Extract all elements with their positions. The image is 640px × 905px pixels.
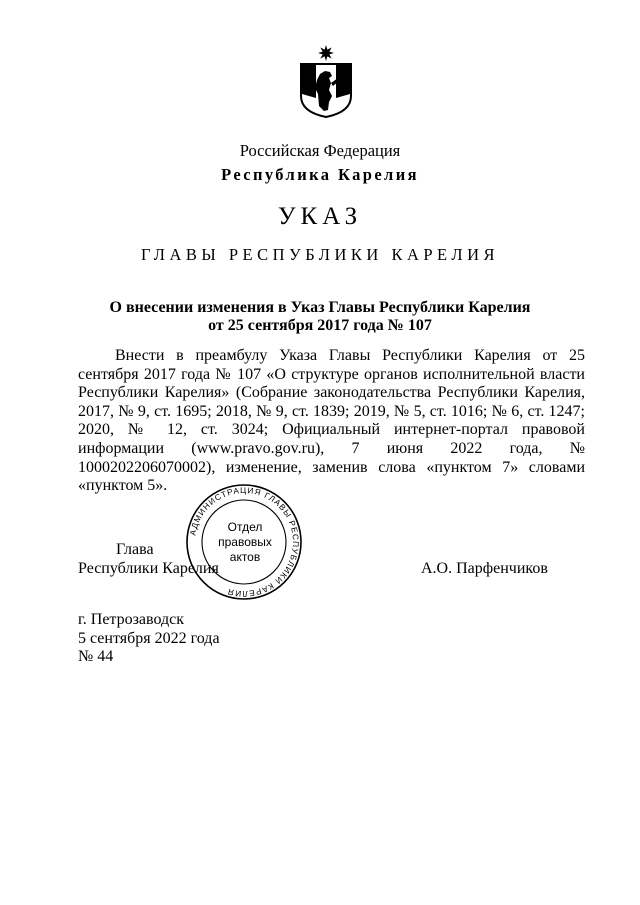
decree-author: ГЛАВЫ РЕСПУБЛИКИ КАРЕЛИЯ — [140, 245, 500, 264]
decree-heading: УКАЗ — [277, 203, 363, 230]
stamp-ring-text: АДМИНИСТРАЦИЯ ГЛАВЫ РЕСПУБЛИКИ КАРЕЛИЯ — [188, 485, 301, 599]
decree-body-paragraph: Внести в преамбулу Указа Главы Республики Карелия от 25 сентября 2017 года № 107 «О структуре органов исполнительной власти Республики Карелия» (Собрание законодательства Республики Карелия, 2017, № 9, ст. 1695; 2018, № 9, ст. 1839; 2019, № 5, ст. 1016; № 6, ст. 1247; 2020, № 12, ст. 3024; Официальный интернет-портал правовой информации (www.pravo.gov.ru), 7 июня 2022 года, № 1000202206070002), изменение, заменив слова «пунктом 7» словами «пунктом 5». — [78, 347, 585, 495]
republic-name: Республика Карелия — [221, 165, 419, 184]
stamp-line: актов — [229, 550, 261, 564]
official-stamp — [184, 482, 304, 602]
country-name: Российская Федерация — [239, 141, 401, 160]
issue-details — [78, 611, 220, 667]
signatory-position-line: Республики Карелия — [78, 559, 219, 577]
issue-city: г. Петрозаводск — [78, 611, 185, 628]
signatory-position-line: Глава — [116, 541, 154, 558]
issue-date: 5 сентября 2022 года — [78, 629, 220, 647]
signatory-name: А.О. Парфенчиков — [421, 560, 548, 577]
decree-title-line: О внесении изменения в Указ Главы Республики Карелия — [109, 299, 531, 316]
decree-title — [0, 299, 640, 335]
decree-title-line: от 25 сентября 2017 года № 107 — [208, 317, 432, 334]
karelia-coat-of-arms-icon — [298, 44, 354, 118]
stamp-line: правовых — [218, 535, 272, 549]
issue-number: № 44 — [78, 648, 114, 666]
stamp-line: Отдел — [227, 520, 263, 534]
